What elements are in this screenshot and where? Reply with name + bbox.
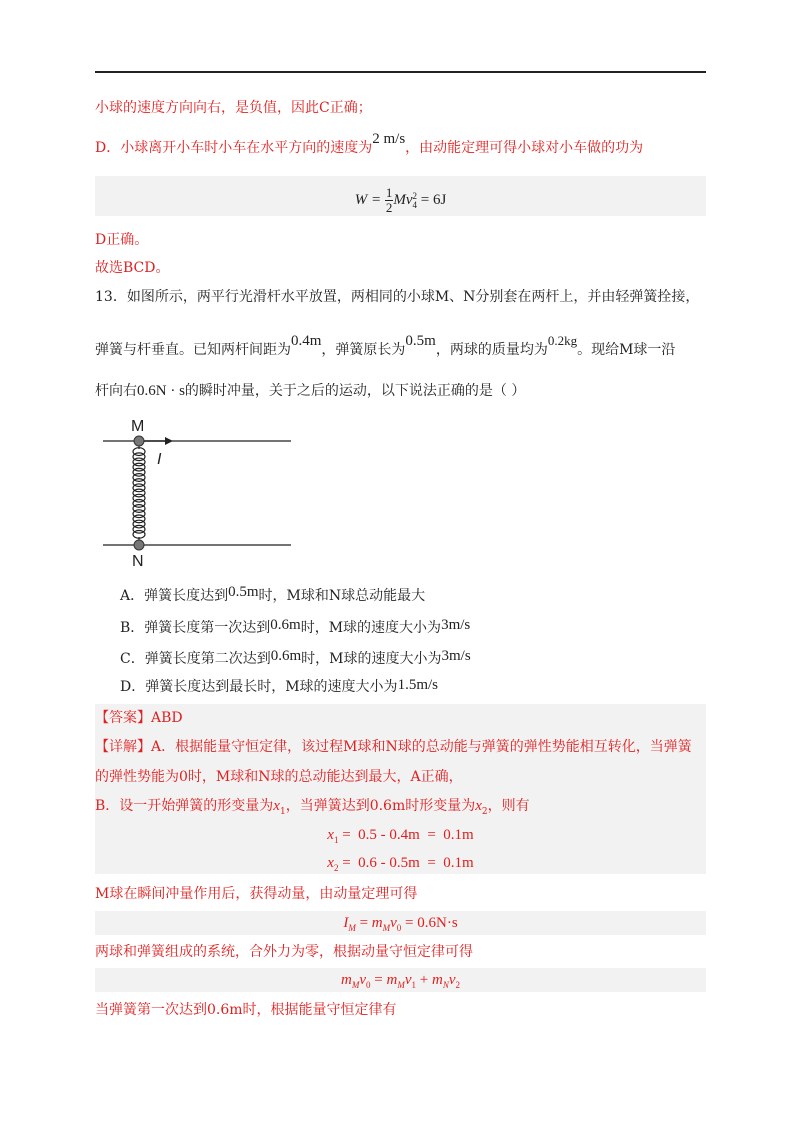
eq-rhs: = 0.6N·s [401,915,458,931]
eq-sup: 2 [412,190,417,201]
option-text: 时，M球和N球总动能最大 [258,588,426,604]
sub: 0 [396,923,402,933]
var: x [475,798,482,814]
spring [133,441,145,545]
math-value: 0.2kg [547,333,578,348]
eq-rhs: = 6J [420,191,447,208]
text-line-d [95,131,644,158]
text: B．设一开始弹簧的形变量为 [95,798,274,814]
frac-den: 2 [385,200,393,215]
explain-line-b [95,796,530,822]
var: m [371,915,383,931]
math-value: 0.5m [405,333,436,349]
sub: 2 [481,806,488,817]
text: ，由动能定理可得小球对小车做的功为 [405,140,644,156]
sub: 2 [333,863,339,873]
sub: 2 [455,980,460,990]
text: 的瞬时冲量，关于之后的运动，以下说法正确的是（ ） [184,383,526,399]
math-value: 2 m/s [372,131,406,147]
eq-sub: 4 [412,199,417,210]
option-b[interactable] [120,618,470,638]
question-line-3 [95,381,525,401]
arrow-head [165,437,173,445]
var: m [431,972,443,988]
explain-line: 的弹性势能为0时，M球和N球的总动能达到最大，A正确， [95,769,463,785]
spring-figure [95,412,305,572]
header-rule [95,71,706,73]
text-line: 故选BCD。 [95,260,170,276]
option-c[interactable] [120,649,471,669]
ball-n [134,540,144,550]
option-text: C．弹簧长度第二次达到 [120,651,271,667]
op: = [370,972,387,988]
ball-m [134,436,144,446]
math-value: 0.4m [291,333,322,349]
equation-w [95,186,706,215]
option-text: 时，M球的速度大小为 [300,620,442,636]
text: 。现给M球一沿 [577,342,676,358]
equation-im [95,913,706,938]
text: 弹簧与杆垂直。已知两杆间距为 [95,342,291,358]
explain-line: 【详解】A．根据能量守恒定律，该过程M球和N球的总动能与弹簧的弹性势能相互转化，当弹簧 [95,739,692,755]
var: v [448,972,456,988]
eq-mv: Mv [393,191,413,208]
math-value: 1.5m/s [397,677,438,693]
frac-num: 1 [385,185,393,200]
sub: N [442,980,449,990]
math-value: 3m/s [441,617,471,633]
option-a[interactable] [120,586,425,606]
text-line: 小球的速度方向向右，是负值，因此C正确； [95,100,372,116]
option-d[interactable] [120,677,438,697]
label-n: N [132,553,144,570]
label-m: M [131,418,145,435]
op: + [416,972,432,988]
option-text: A．弹簧长度达到 [120,588,229,604]
math-value: 0.6N · s [137,383,185,399]
option-text: D．弹簧长度达到最长时，M球的速度大小为 [120,679,398,695]
var: v [359,972,367,988]
math-value: 3m/s [441,648,471,664]
var: m [341,972,352,988]
text: ，则有 [487,798,530,814]
var: v [404,972,412,988]
equation-x2 [95,853,706,878]
op: = [355,915,372,931]
var: I [343,915,349,931]
text: D．小球离开小车时小车在水平方向的速度为 [95,140,373,156]
sub: M [348,923,356,933]
answer-line: 【答案】ABD [95,710,183,726]
option-text: B．弹簧长度第一次达到 [120,620,271,636]
sub: M [382,923,391,933]
equation-momentum [95,970,706,995]
sub: 0 [366,980,371,990]
var: x [327,855,334,871]
explain-line: 当弹簧第一次达到0.6m时，根据能量守恒定律有 [95,1002,397,1018]
explain-line: M球在瞬间冲量作用后，获得动量，由动量定理可得 [95,886,418,902]
var: m [386,972,398,988]
text: ，弹簧原长为 [321,342,406,358]
eq-rhs: = 0.5 - 0.4m = 0.1m [338,827,474,843]
text-line: D正确。 [95,232,149,248]
question-line: 13．如图所示，两平行光滑杆水平放置，两相同的小球M、N分别套在两杆上，并由轻弹簧拴接， [95,289,700,305]
sub: M [351,980,360,990]
math-value: 0.6m [270,648,302,664]
option-text: 时，M球的速度大小为 [301,651,442,667]
text: 杆向右 [95,383,137,399]
text: ，两球的质量均为 [435,342,548,358]
eq-lhs: W = [354,191,382,208]
var: x [273,798,280,814]
var: v [390,915,397,931]
sub: 1 [411,980,416,990]
sub: 1 [279,806,286,817]
explain-line: 两球和弹簧组成的系统，合外力为零，根据动量守恒定律可得 [95,944,473,960]
sub: 1 [333,835,339,845]
text: ，当弹簧达到0.6m时形变量为 [285,798,476,814]
sub: M [397,980,405,990]
math-value: 0.6m [270,617,301,633]
label-i: I [157,451,162,468]
question-line-2 [95,333,676,360]
equation-x1 [95,825,706,850]
math-value: 0.5m [228,584,259,600]
var: x [327,827,334,843]
eq-rhs: = 0.6 - 0.5m = 0.1m [338,855,474,871]
